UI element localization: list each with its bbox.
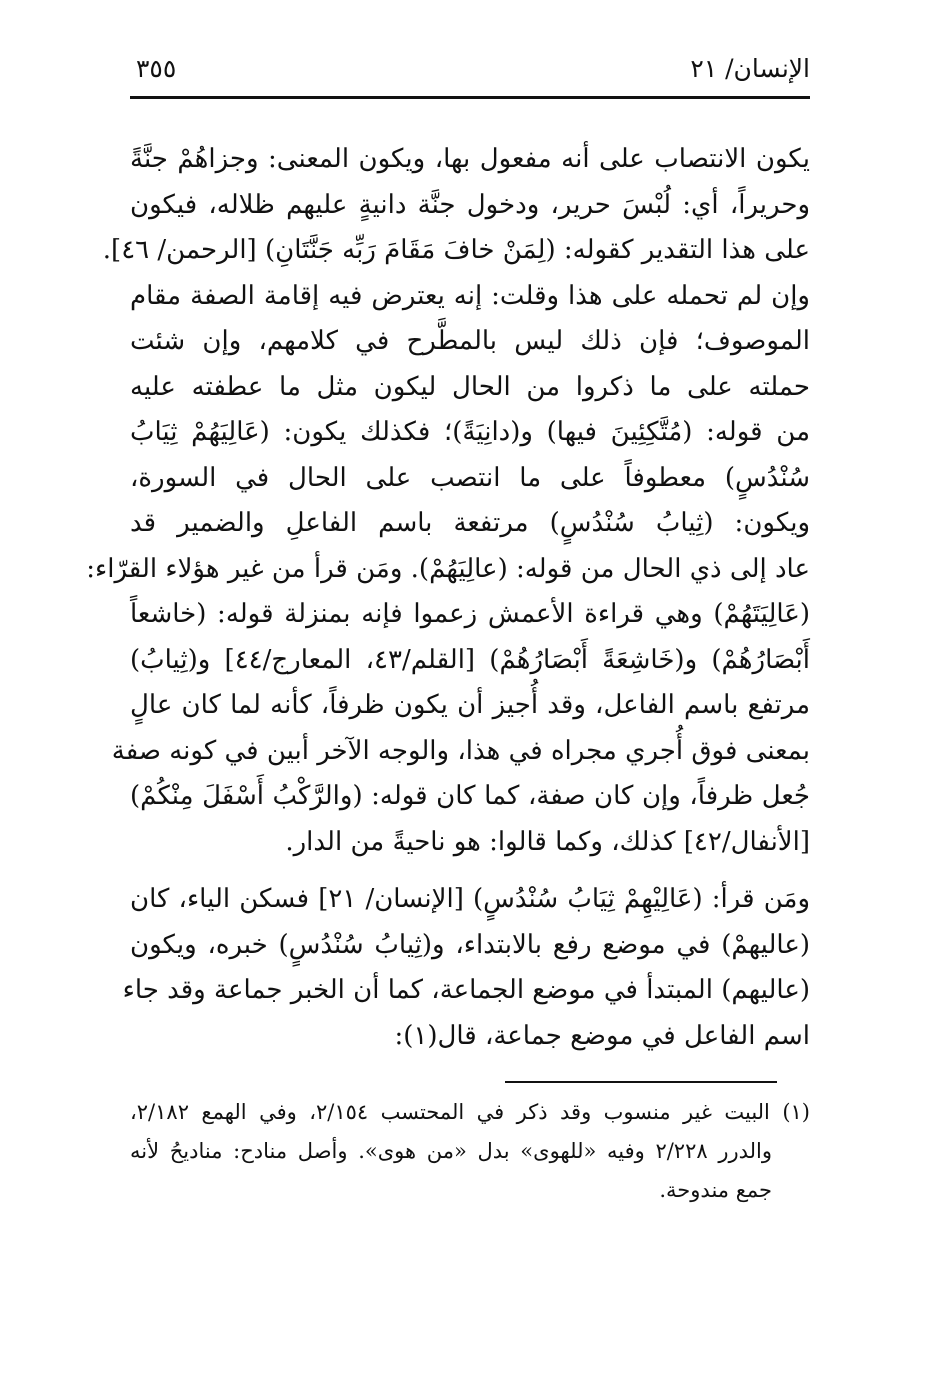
footnote-line: (١) البيت غير منسوب وقد ذكر في المحتسب ٢/١٥٤، وفي الهمع ٢/١٨٢، — [130, 1100, 810, 1124]
text-line: ويكون: (ثِيابُ سُنْدُسٍ) مرتفعة باسم الفاعلِ والضمير قد — [130, 508, 810, 538]
footnote-line: والدرر ٢/٢٢٨ وفيه «للهوى» بدل «من هوى». وأصل منادح: مناديحُ لأنه — [130, 1139, 772, 1163]
text-line: وحريراً، أي: لُبْسَ حرير، ودخول جنَّة دانيةٍ عليهم ظلاله، فيكون — [130, 189, 810, 220]
text-line: من قوله: (مُتَّكِئِينَ فيها) و(دانِيَةً)؛ فكذلك يكون: (عَالِيَهُمْ ثِيَابُ — [130, 417, 810, 447]
header-rule — [130, 96, 810, 99]
text-line: يكون الانتصاب على أنه مفعول بها، ويكون المعنى: وجزاهُمْ جنَّةً — [130, 144, 810, 174]
text-line: بمعنى فوق أُجري مجراه في هذا، والوجه الآخر أبين في كونه صفة — [111, 735, 810, 766]
text-line: حملته على ما ذكروا من الحال ليكون مثل ما عطفته عليه — [130, 371, 810, 402]
footnote-separator — [505, 1081, 777, 1083]
text-line: (عاليهم) المبتدأ في موضع الجماعة، كما أن الخبر جماعة وقد جاء — [122, 975, 810, 1005]
paragraph-1 — [86, 137, 811, 865]
text-line: عاد إلى ذي الحال من قوله: (عالِيَهُمْ). ومَن قرأ من غير هؤلاء القرّاء: — [86, 553, 810, 584]
page-number: ٣٥٥ — [136, 54, 177, 83]
text-line: وإن لم تحمله على هذا وقلت: إنه يعترض فيه إقامة الصفة مقام — [130, 280, 810, 311]
text-line: [الأنفال/٤٢] كذلك، وكما قالوا: هو ناحيةً من الدار. — [285, 826, 810, 857]
main-text — [86, 137, 811, 1059]
text-line: أَبْصَارُهُمْ) و(خَاشِعَةً أَبْصَارُهُمْ) [القلم/٤٣، المعارج/٤٤] و(ثِيابُ) — [130, 644, 811, 675]
text-line: الموصوف؛ فإن ذلك ليس بالمطَّرح في كلامهم، وإن شئت — [130, 326, 810, 356]
text-line: (عاليهمْ) في موضع رفع بالابتداء، و(ثِيابُ سُنْدُسٍ) خبره، ويكون — [130, 929, 810, 960]
footnote — [130, 1093, 810, 1210]
text-line: ومَن قرأ: (عَالِيْهِمْ ثِيَابُ سُنْدُسٍ) [الإنسان/ ٢١] فسكن الياء، كان — [130, 884, 810, 914]
running-header — [130, 48, 810, 88]
text-line: سُنْدُسٍ) معطوفاً على ما انتصب على الحال في السورة، — [130, 462, 810, 493]
paragraph-2 — [122, 877, 810, 1059]
text-line: (عَالِيَتَهُمْ) وهي قراءة الأعمش زعموا فإنه بمنزلة قوله: (خاشعاً — [130, 599, 810, 629]
text-line: على هذا التقدير كقوله: (لِمَنْ خافَ مَقَامَ رَبِّه جَنَّتَانِ) [الرحمن/ ٤٦]. — [102, 235, 810, 265]
text-line: اسم الفاعل في موضع جماعة، قال(١): — [394, 1020, 810, 1051]
text-line: جُعل ظرفاً، وإن كان صفة، كما كان قوله: (والرَّكْبُ أَسْفَلَ مِنْكُمْ) — [130, 781, 810, 811]
text-line: مرتفع باسم الفاعل، وقد أُجيز أن يكون ظرفاً، كأنه لما كان عالٍ — [130, 690, 810, 720]
chapter-reference: الإنسان/ ٢١ — [690, 54, 810, 83]
footnote-line: جمع مندوحة. — [659, 1178, 772, 1202]
